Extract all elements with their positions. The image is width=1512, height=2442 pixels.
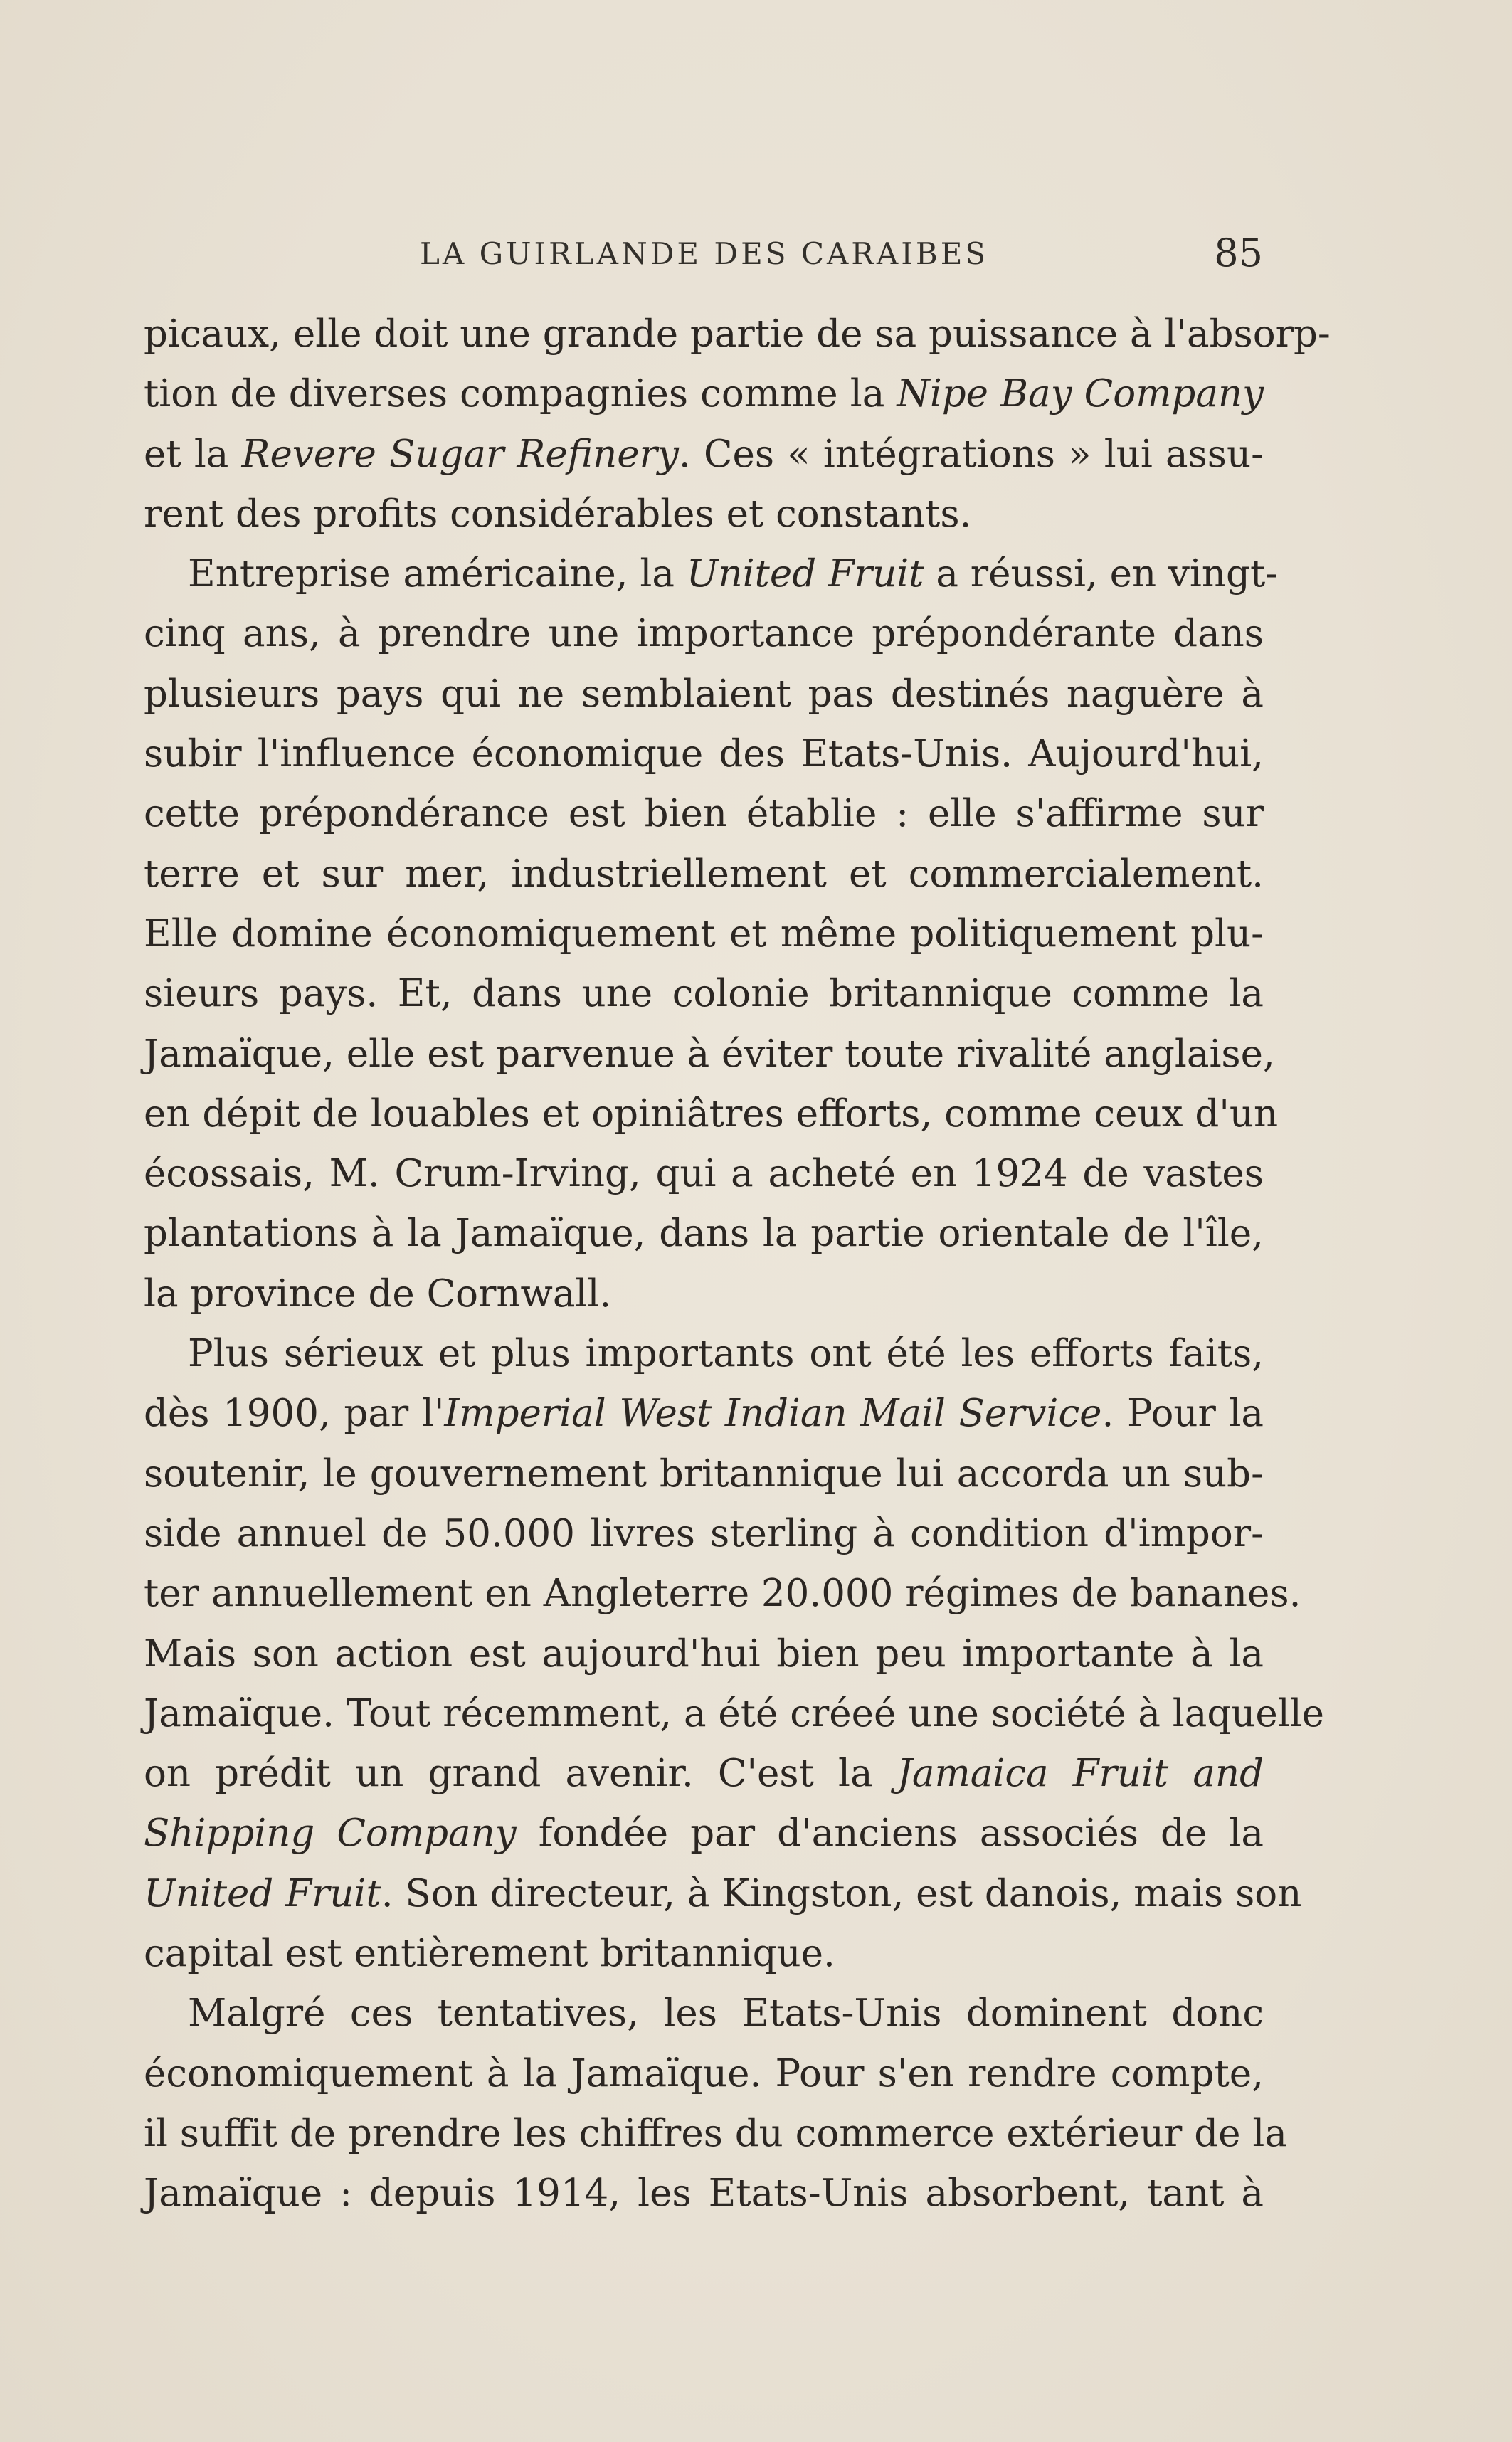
- text-line: [144, 1025, 1275, 1084]
- text-segment: . Ces « intégrations » lui assu-: [678, 432, 1264, 476]
- italic-text-segment: United Fruit: [144, 1871, 381, 1915]
- text-segment: il suffit de prendre les chiffres du commerce extérieur de la: [144, 2111, 1287, 2155]
- italic-text-segment: Imperial West Indian Mail Service: [444, 1392, 1102, 1436]
- text-segment: a réussi, en vingt-: [924, 552, 1279, 596]
- text-line: [144, 1624, 1264, 1684]
- running-title: LA GUIRLANDE DES CARAIBES: [420, 236, 989, 271]
- text-segment: side annuel de 50.000 livres sterling à condition d'impor-: [144, 1511, 1264, 1555]
- italic-text-segment: United Fruit: [686, 552, 924, 596]
- text-line: [144, 904, 1264, 964]
- text-segment: Plus sérieux et plus importants ont été les efforts faits,: [188, 1332, 1264, 1376]
- text-line: [144, 544, 1279, 604]
- text-line: [144, 724, 1264, 784]
- text-line: [144, 2104, 1287, 2164]
- text-segment: ter annuellement en Angleterre 20.000 régimes de bananes.: [144, 1572, 1301, 1616]
- text-line: [144, 604, 1264, 664]
- running-head: [146, 231, 1263, 278]
- italic-text-segment: Shipping Company: [144, 1812, 517, 1856]
- page-number: 85: [1214, 231, 1263, 275]
- text-line: [144, 1804, 1264, 1864]
- text-segment: subir l'influence économique des Etats-Unis. Aujourd'hui,: [144, 732, 1264, 776]
- text-line: [144, 2164, 1264, 2224]
- text-segment: plantations à la Jamaïque, dans la partie orientale de l'île,: [144, 1212, 1264, 1256]
- text-segment: dès 1900, par l': [144, 1392, 445, 1436]
- text-line: [144, 665, 1264, 724]
- text-line: [144, 1324, 1264, 1384]
- text-segment: économiquement à la Jamaïque. Pour s'en rendre compte,: [144, 2051, 1264, 2095]
- text-line: [144, 1924, 1264, 1984]
- text-line: [144, 1744, 1264, 1804]
- text-segment: tion de diverses compagnies comme la: [144, 372, 897, 416]
- text-segment: plusieurs pays qui ne semblaient pas destinés naguère à: [144, 672, 1264, 716]
- text-segment: capital est entièrement britannique.: [144, 1932, 835, 1976]
- text-segment: Jamaïque, elle est parvenue à éviter toute rivalité anglaise,: [144, 1032, 1275, 1076]
- text-line: [144, 364, 1264, 424]
- text-segment: Jamaïque : depuis 1914, les Etats-Unis absorbent, tant à: [144, 2172, 1264, 2216]
- text-line: [144, 1144, 1264, 1204]
- text-line: [144, 425, 1264, 485]
- text-segment: Malgré ces tentatives, les Etats-Unis dominent donc: [188, 1992, 1264, 2036]
- text-line: [144, 305, 1331, 364]
- text-line: [144, 1084, 1279, 1144]
- text-line: [144, 1204, 1264, 1264]
- text-segment: Elle domine économiquement et même politiquement plu-: [144, 911, 1264, 956]
- text-segment: terre et sur mer, industriellement et commercialement.: [144, 852, 1264, 896]
- italic-text-segment: Nipe Bay Company: [897, 372, 1264, 416]
- text-line: [144, 1504, 1264, 1564]
- text-line: [144, 2044, 1264, 2104]
- text-segment: en dépit de louables et opiniâtres efforts, comme ceux d'un: [144, 1092, 1279, 1136]
- text-line: [144, 1264, 1264, 1324]
- text-segment: Entreprise américaine, la: [188, 552, 687, 596]
- text-line: [144, 1564, 1301, 1624]
- text-segment: on prédit un grand avenir. C'est la: [144, 1752, 897, 1796]
- text-segment: fondée par d'anciens associés de la: [516, 1812, 1264, 1856]
- text-line: [144, 1384, 1264, 1444]
- text-line: [144, 1864, 1302, 1924]
- italic-text-segment: Revere Sugar Refinery: [241, 432, 679, 476]
- text-line: [144, 1684, 1325, 1744]
- text-segment: sieurs pays. Et, dans une colonie britannique comme la: [144, 972, 1264, 1016]
- text-segment: Jamaïque. Tout récemment, a été créeé une société à laquelle: [144, 1691, 1325, 1735]
- text-segment: rent des profits considérables et constants.: [144, 492, 972, 536]
- text-line: [144, 485, 1264, 544]
- text-segment: picaux, elle doit une grande partie de sa puissance à l'absorp-: [144, 312, 1331, 356]
- text-segment: cinq ans, à prendre une importance prépondérante dans: [144, 612, 1264, 656]
- text-segment: et la: [144, 432, 242, 476]
- body-text: [144, 305, 1331, 2224]
- text-segment: la province de Cornwall.: [144, 1272, 612, 1316]
- text-segment: écossais, M. Crum-Irving, qui a acheté en 1924 de vastes: [144, 1152, 1264, 1196]
- text-segment: soutenir, le gouvernement britannique lui accorda un sub-: [144, 1452, 1264, 1496]
- text-line: [144, 1984, 1264, 2044]
- text-line: [144, 1444, 1264, 1504]
- text-segment: Mais son action est aujourd'hui bien peu importante à la: [144, 1632, 1264, 1676]
- text-line: [144, 964, 1264, 1024]
- italic-text-segment: Jamaica Fruit and: [897, 1752, 1264, 1796]
- text-segment: . Son directeur, à Kingston, est danois, mais son: [381, 1871, 1302, 1915]
- text-line: [144, 845, 1264, 904]
- text-segment: cette prépondérance est bien établie : elle s'affirme sur: [144, 792, 1264, 836]
- text-segment: . Pour la: [1101, 1392, 1264, 1436]
- text-line: [144, 784, 1264, 844]
